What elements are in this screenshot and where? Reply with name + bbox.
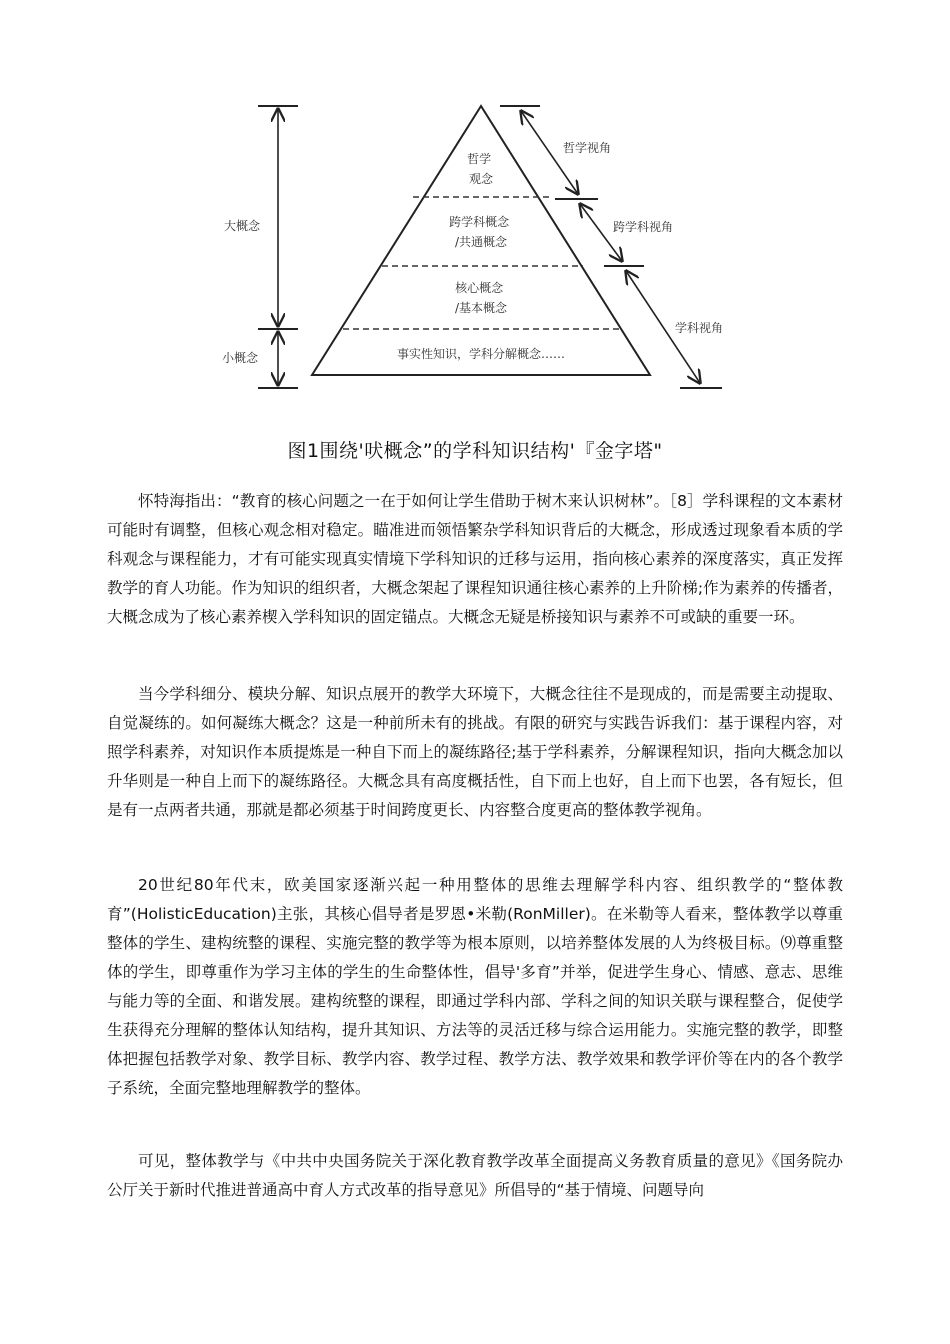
paragraph-2: 当今学科细分、模块分解、知识点展开的教学大环境下，大概念往往不是现成的，而是需要主动提取、自觉凝练的。如何凝练大概念？这是一种前所未有的挑战。有限的研究与实践告诉我们：基于课程内容，对照学科素养，对知识作本质提炼是一种自下而上的凝练路径;基于学科素养，分解课程知识，指向大概念加以升华则是一种自上而下的凝练路径。大概念具有高度概括性，自下而上也好，自上而下也罢，各有短长，但是有一点两者共通，那就是都必须基于时间跨度更长、内容整合度更高的整体教学视角。 [107, 685, 843, 819]
figure-caption: 图1围绕'吠概念”的学科知识结构'『金字塔" [287, 440, 663, 462]
pyramid-diagram [0, 0, 950, 420]
level-1-line1: 哲学 [467, 152, 492, 166]
discipline-perspective-label: 学科视角 [675, 321, 724, 335]
level-3-line1: 核心概念 [455, 281, 504, 295]
level-1-text [467, 151, 495, 186]
level-3-line2: /基本概念 [454, 301, 508, 315]
level-2-text [449, 214, 513, 249]
level-2-line2: /共通概念 [454, 235, 508, 249]
paragraph-4: 可见，整体教学与《中共中央国务院关于深化教育教学改革全面提高义务教育质量的意见》《国务院办公厅关于新时代推进普通高中育人方式改革的指导意见》所倡导的“基于情境、问题导向 [107, 1152, 843, 1199]
level-1-line2: 观念 [468, 172, 494, 186]
big-concept-label: 大概念 [224, 219, 261, 233]
level-4-text: 事实性知识，学科分解概念…… [396, 347, 566, 361]
paragraph-3: 20世纪80年代末，欧美国家逐渐兴起一种用整体的思维去理解学科内容、组织教学的“整体教育”(HolisticEducation)主张，其核心倡导者是罗恩•米勒(RonMiller)。在米勒等人看来，整体教学以尊重整体的学生、建构统整的课程、实施完整的教学等为根本原则，以培养整体发展的人为终极目标。⑼尊重整体的学生，即尊重作为学习主体的学生的生命整体性，倡导'多育”并举，促进学生身心、情感、意志、思维与能力等的全面、和谐发展。建构统整的课程，即通过学科内部、学科之间的知识关联与课程整合，促使学生获得充分理解的整体认知结构，提升其知识、方法等的灵活迁移与综合运用能力。实施完整的教学，即整体把握包括教学对象、教学目标、教学内容、教学过程、教学方法、教学效果和教学评价等在内的各个教学子系统，全面完整地理解教学的整体。 [107, 876, 843, 1097]
philosophy-perspective-label: 哲学视角 [563, 141, 612, 155]
paragraph-1: 怀特海指出：“教育的核心问题之一在于如何让学生借助于树木来认识树林”。［8］学科课程的文本素材可能时有调整，但核心观念相对稳定。瞄准进而领悟繁杂学科知识背后的大概念，形成透过现象看本质的学科观念与课程能力，才有可能实现真实情境下学科知识的迁移与运用，指向核心素养的深度落实，真正发挥教学的育人功能。作为知识的组织者，大概念架起了课程知识通往核心素养的上升阶梯;作为素养的传播者，大概念成为了核心素养楔入学科知识的固定锚点。大概念无疑是桥接知识与素养不可或缺的重要一环。 [107, 492, 843, 626]
level-2-line1: 跨学科概念 [449, 215, 510, 229]
level-3-text [455, 280, 508, 315]
interdisciplinary-perspective-label: 跨学科视角 [613, 220, 674, 234]
pyramid-figure [0, 0, 950, 420]
small-concept-label: 小概念 [222, 351, 259, 365]
